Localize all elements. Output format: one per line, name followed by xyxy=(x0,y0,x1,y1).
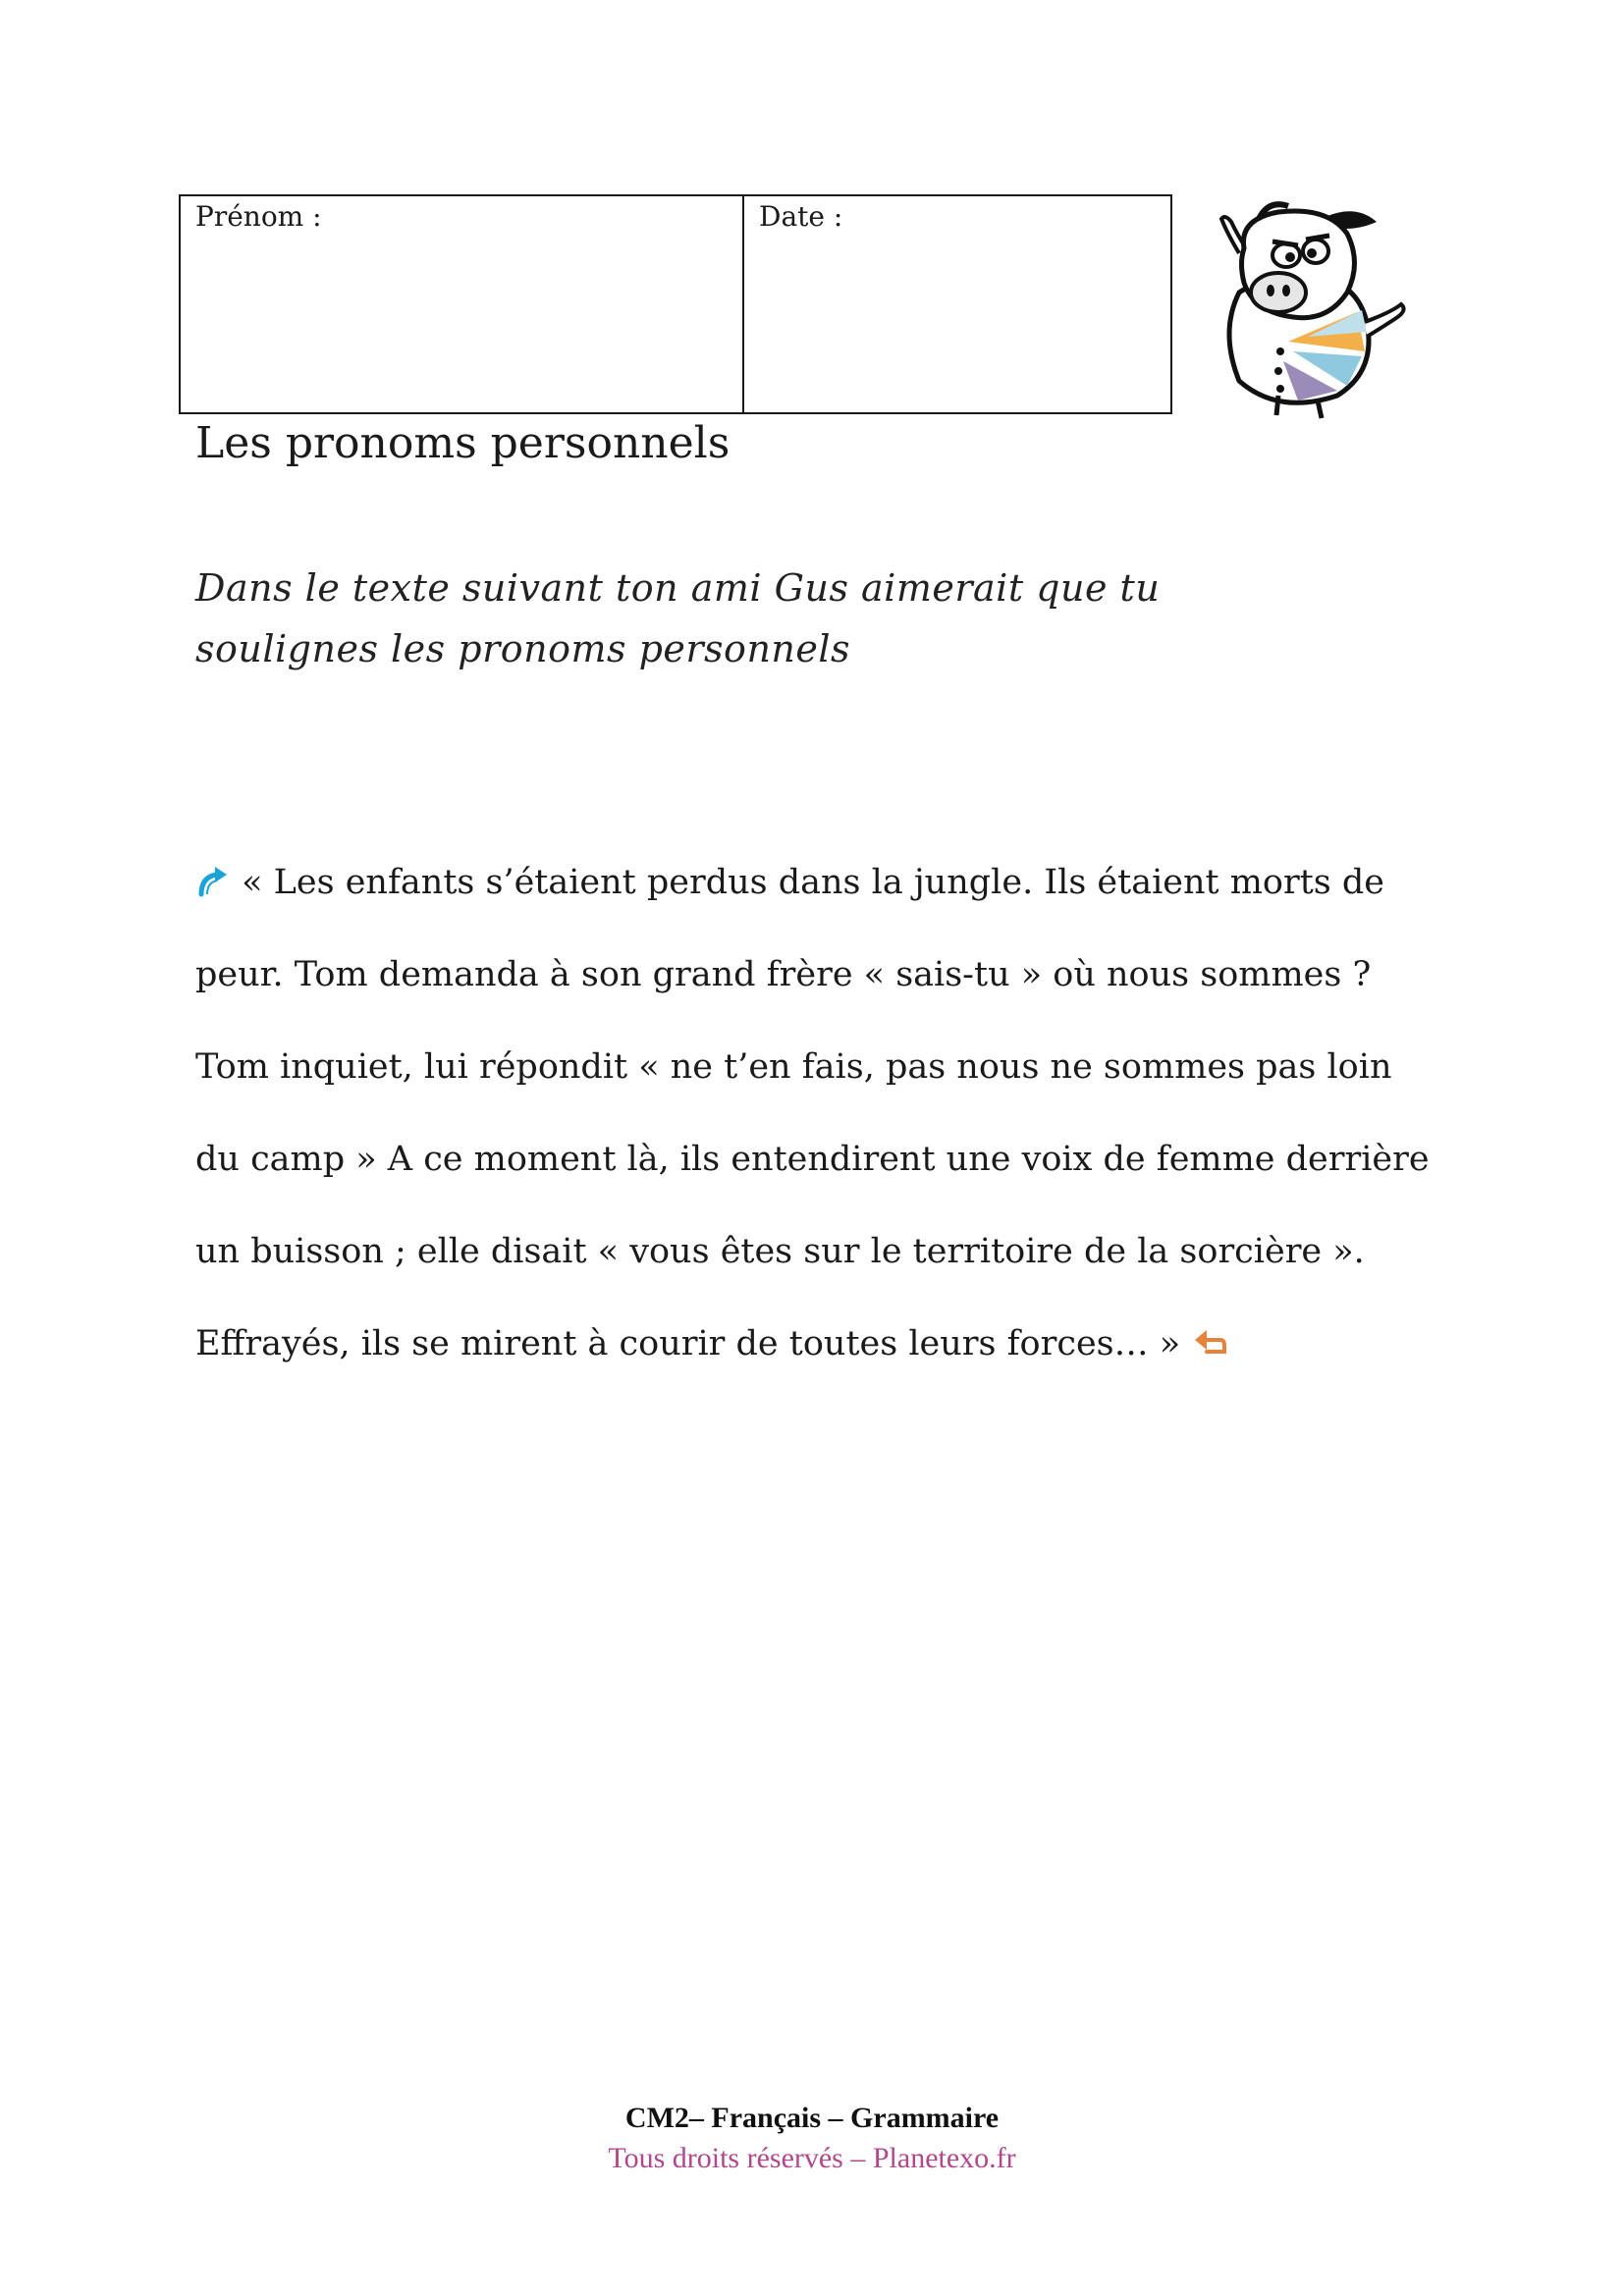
name-field[interactable] xyxy=(181,196,744,412)
footer-copyright: Tous droits réservés – Planetexo.fr xyxy=(608,2142,1016,2174)
header-table xyxy=(179,194,1172,414)
story-line: peur. Tom demanda à son grand frère « sais-tu » où nous sommes ? xyxy=(195,955,1372,994)
footer-level: CM2– Français – Grammaire xyxy=(624,2102,1000,2134)
curved-arrow-left-icon xyxy=(1191,1324,1226,1360)
story-line xyxy=(195,1298,1491,1390)
curved-arrow-right-icon xyxy=(195,863,231,898)
story-text xyxy=(195,836,1491,1390)
story-line: Tom inquiet, lui répondit « ne t’en fais, pas nous ne sommes pas loin xyxy=(195,1047,1392,1087)
story-line-text: « Les enfants s’étaient perdus dans la jungle. Ils étaient morts de xyxy=(242,863,1384,902)
sheep-mascot-icon xyxy=(1200,194,1416,420)
page-title: Les pronoms personnels xyxy=(195,418,731,468)
story-line xyxy=(195,836,1491,929)
footer xyxy=(0,2099,1624,2179)
story-line: du camp » A ce moment là, ils entendirent une voix de femme derrière xyxy=(195,1140,1430,1179)
instruction xyxy=(195,558,1374,679)
instruction-line: Dans le texte suivant ton ami Gus aimerait que tu xyxy=(195,566,1161,610)
story-line-text: Effrayés, ils se mirent à courir de toutes leurs forces… » xyxy=(195,1324,1181,1363)
date-field[interactable] xyxy=(744,196,1170,412)
date-label: Date : xyxy=(759,200,843,233)
name-label: Prénom : xyxy=(195,200,322,233)
story-line: un buisson ; elle disait « vous êtes sur le territoire de la sorcière ». xyxy=(195,1232,1365,1271)
instruction-line: soulignes les pronoms personnels xyxy=(195,627,851,670)
